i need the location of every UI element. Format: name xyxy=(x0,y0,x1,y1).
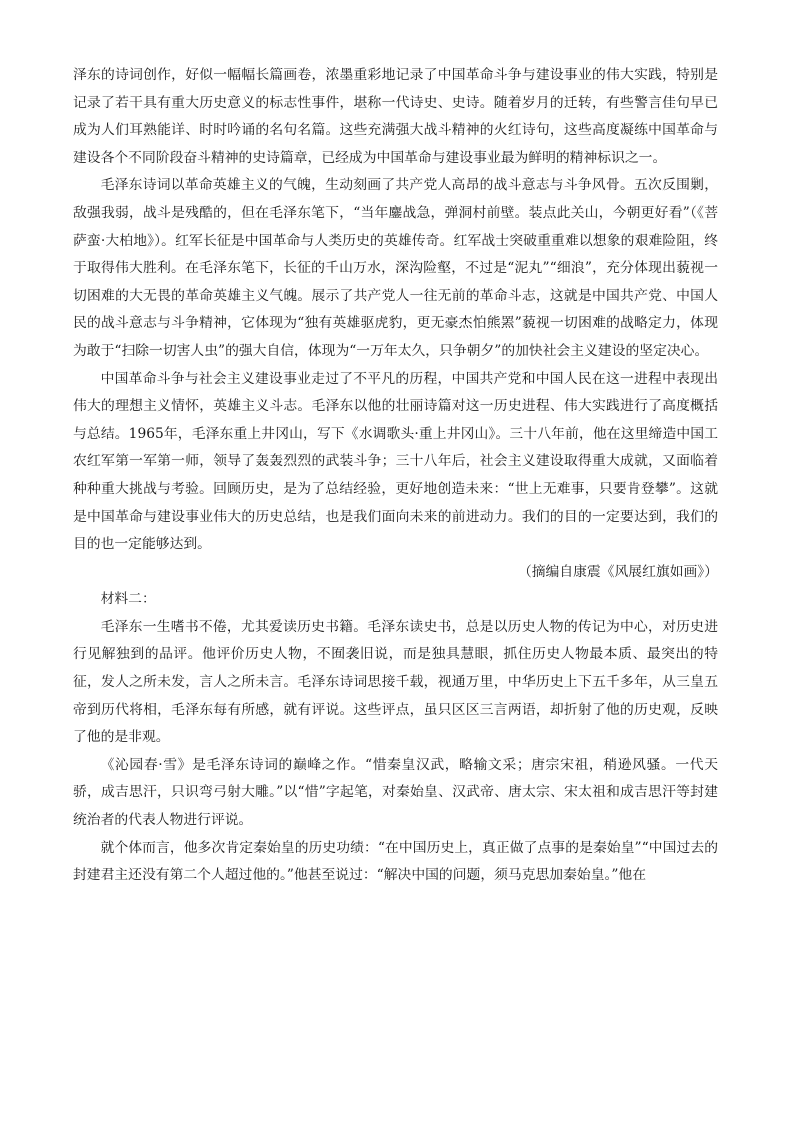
paragraph-reading-history: 毛泽东一生嗜书不倦，尤其爱读历史书籍。毛泽东读史书，总是以历史人物的传记为中心，对历史进行见解独到的品评。他评价历史人物，不囿袭旧说，而是独具慧眼，抓住历史人物最本质、最突出的特征，发人之所未发，言人之所未言。毛泽东诗词思接千载，视通万里，中华历史上下五千多年，从三皇五帝到历代将相，毛泽东每有所感，就有评说。这些评点，虽只区区三言两语，却折射了他的历史观，反映了他的是非观。 xyxy=(73,618,718,746)
document-page xyxy=(73,62,718,890)
paragraph-qin-shihuang: 就个体而言，他多次肯定秦始皇的历史功绩：“在中国历史上，真正做了点事的是秦始皇”“中国过去的封建君主还没有第二个人超过他的。”他甚至说过：“解决中国的问题，须马克思加秦始皇。”他在 xyxy=(73,839,718,884)
source-citation: （摘编自康震《风展红旗如画》） xyxy=(517,563,718,580)
paragraph-history-summary: 中国革命斗争与社会主义建设事业走过了不平凡的历程，中国共产党和中国人民在这一进程中表现出伟大的理想主义情怀，英雄主义斗志。毛泽东以他的壮丽诗篇对这一历史进程、伟大实践进行了高度概括与总结。1965年，毛泽东重上井冈山，写下《水调歌头·重上井冈山》。三十八年前，他在这里缔造中国工农红军第一军第一师，领导了轰轰烈烈的武装斗争；三十八年后，社会主义建设取得重大成就，又面临着种种重大挑战与考验。回顾历史，是为了总结经验，更好地创造未来：“世上无难事，只要肯登攀”。这就是中国革命与建设事业伟大的历史总结，也是我们面向未来的前进动力。我们的目的一定要达到，我们的目的也一定能够达到。 xyxy=(73,370,718,553)
paragraph-heroism: 毛泽东诗词以革命英雄主义的气魄，生动刻画了共产党人高昂的战斗意志与斗争风骨。五次反围剿，敌强我弱，战斗是残酷的，但在毛泽东笔下，“当年鏖战急，弹洞村前壁。装点此关山，今朝更好看”（《菩萨蛮·大柏地》）。红军长征是中国革命与人类历史的英雄传奇。红军战士突破重重难以想象的艰难险阻，终于取得伟大胜利。在毛泽东笔下，长征的千山万水，深沟险壑，不过是“泥丸”“细浪”，充分体现出藐视一切困难的大无畏的革命英雄主义气魄。展示了共产党人一往无前的革命斗志，这就是中国共产党、中国人民的战斗意志与斗争精神，它体现为“独有英雄驱虎豹，更无豪杰怕熊罴”藐视一切困难的战略定力，体现为敢于“扫除一切害人虫”的强大自信，体现为“一万年太久，只争朝夕”的加快社会主义建设的坚定决心。 xyxy=(73,177,718,359)
paragraph-qinyuanchun: 《沁园春·雪》是毛泽东诗词的巅峰之作。“惜秦皇汉武，略输文采；唐宗宋祖，稍逊风骚。一代天骄，成吉思汗，只识弯弓射大雕。”以“惜”字起笔，对秦始皇、汉武帝、唐太宗、宋太祖和成吉思汗等封建统治者的代表人物进行评说。 xyxy=(73,756,718,829)
paragraph-intro: 泽东的诗词创作，好似一幅幅长篇画卷，浓墨重彩地记录了中国革命斗争与建设事业的伟大实践，特别是记录了若干具有重大历史意义的标志性事件，堪称一代诗史、史诗。随着岁月的迁转，有些警言佳句早已成为人们耳熟能详、时时吟诵的名句名篇。这些充满强大战斗精神的火红诗句，这些高度凝练中国革命与建设各个不同阶段奋斗精神的史诗篇章，已经成为中国革命与建设事业最为鲜明的精神标识之一。 xyxy=(73,67,718,166)
material-two-label: 材料二： xyxy=(100,591,156,608)
